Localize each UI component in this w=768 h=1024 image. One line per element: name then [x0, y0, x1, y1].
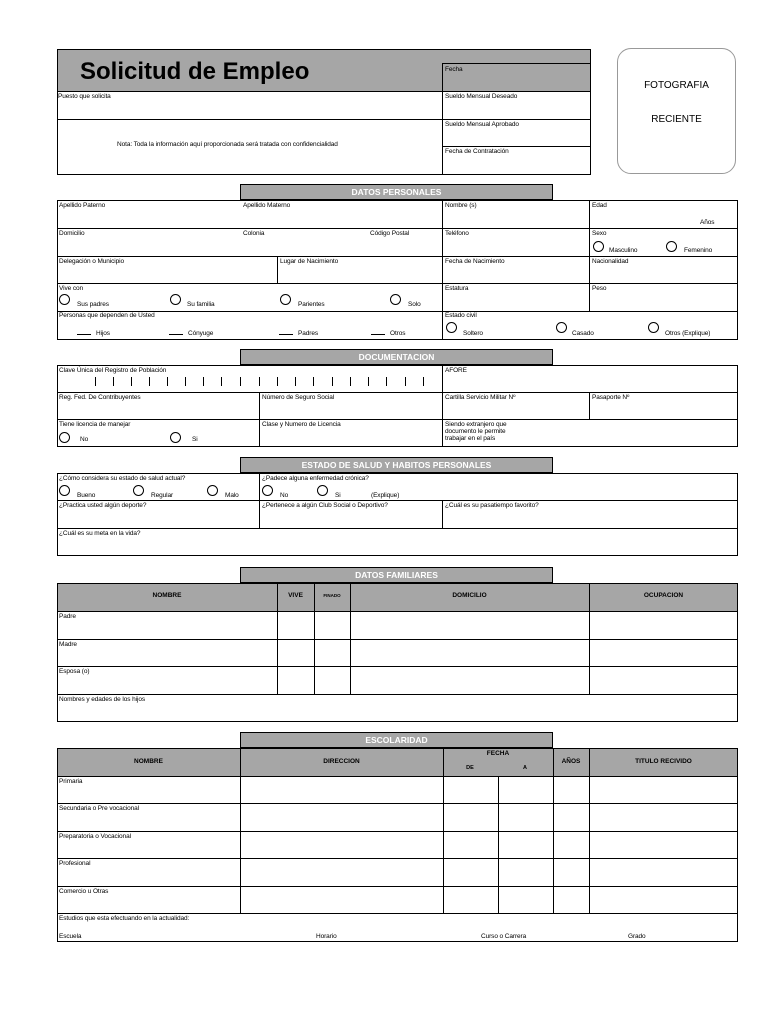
meta-label: ¿Cuál es su meta en la vida? [59, 530, 141, 537]
puesto-field[interactable] [58, 101, 441, 118]
curp-char-divider [405, 377, 406, 386]
extranjero-line-3: trabajar en el país [445, 435, 496, 442]
cronica-no-label: No [280, 492, 289, 499]
pasaporte-label: Pasaporte Nº [592, 394, 630, 401]
esc-header-direccion: DIRECCION [323, 758, 360, 765]
radio-parientes[interactable] [280, 294, 291, 305]
cronica-explique-field[interactable] [420, 483, 736, 499]
primaria-field[interactable] [58, 786, 239, 802]
section-escolaridad: ESCOLARIDAD [240, 732, 553, 748]
esc-row-label: Primaria [59, 778, 83, 785]
nombre-label: Nombre (s) [445, 202, 477, 209]
sueldo-deseado-field[interactable] [443, 101, 589, 118]
curp-char-divider [203, 377, 204, 386]
radio-solo[interactable] [390, 294, 401, 305]
malo-label: Malo [225, 492, 239, 499]
conyuge-label: Cónyuge [188, 330, 214, 337]
curp-char-divider [221, 377, 222, 386]
fecha-contratacion-field[interactable] [443, 156, 589, 173]
afore-field[interactable] [443, 375, 737, 391]
apellido-paterno-field[interactable] [58, 210, 240, 227]
parientes-label: Parientes [298, 301, 325, 308]
afore-label: AFORE [445, 367, 467, 374]
hijos-nombres-field[interactable] [58, 704, 737, 721]
salud-actual-label: ¿Cómo considera su estado de salud actual? [59, 475, 186, 482]
esc-header-fecha: FECHA [486, 750, 510, 757]
esc-header-titulo: TITULO RECIVIDO [635, 758, 692, 765]
photo-box[interactable] [617, 48, 736, 174]
curp-char-divider [131, 377, 132, 386]
femenino-label: Femenino [684, 247, 713, 254]
esc-header-nombre: NOMBRE [134, 758, 163, 765]
extranjero-field[interactable] [530, 421, 737, 446]
fecha-label: Fecha [445, 66, 463, 73]
delegacion-label: Delegación o Municipio [59, 258, 125, 265]
esc-row-label: Profesional [59, 860, 91, 867]
codigo-postal-field[interactable] [369, 238, 441, 255]
sexo-label: Sexo [592, 230, 607, 237]
club-label: ¿Pertenece a algún Club Social o Deportivo? [262, 502, 388, 509]
radio-masculino[interactable] [593, 241, 604, 252]
radio-cronica-si[interactable] [317, 485, 328, 496]
madre-nombre-field[interactable] [58, 649, 276, 665]
pasatiempo-field[interactable] [443, 510, 737, 527]
club-field[interactable] [260, 510, 441, 527]
apellido-materno-label: Apellido Materno [243, 202, 291, 209]
radio-licencia-no[interactable] [59, 432, 70, 443]
radio-casado[interactable] [556, 322, 567, 333]
bueno-label: Bueno [77, 492, 96, 499]
telefono-field[interactable] [443, 238, 588, 255]
domicilio-label: Domicilio [59, 230, 85, 237]
nacionalidad-field[interactable] [591, 266, 737, 282]
sueldo-deseado-label: Sueldo Mensual Deseado [445, 93, 518, 100]
nss-label: Número de Seguro Social [262, 394, 335, 401]
cartilla-label: Cartilla Servicio Militar Nº [445, 394, 516, 401]
clase-licencia-label: Clase y Numero de Licencia [262, 421, 341, 428]
curp-field[interactable] [59, 376, 439, 391]
dependen-label: Personas que dependen de Usted [59, 312, 155, 319]
esc-row-label: Secundaria o Pre vocacional [59, 805, 140, 812]
curp-label: Clave Única del Registro de Población [59, 367, 167, 374]
curp-char-divider [368, 377, 369, 386]
licencia-si-label: Si [192, 436, 198, 443]
domicilio-field[interactable] [58, 238, 240, 255]
radio-licencia-si[interactable] [170, 432, 181, 443]
radio-cronica-no[interactable] [262, 485, 273, 496]
fam-row-label: Esposa (o) [59, 668, 90, 675]
peso-label: Peso [592, 285, 607, 292]
cronica-label: ¿Padece alguna enfermedad crónica? [262, 475, 369, 482]
curp-char-divider [149, 377, 150, 386]
curso-label: Curso o Carrera [481, 933, 527, 940]
radio-malo[interactable] [207, 485, 218, 496]
estudios-actuales-label: Estudios que esta efectuando en la actualidad: [59, 915, 190, 922]
esc-row-label: Comercio u Otras [59, 888, 109, 895]
casado-label: Casado [572, 330, 594, 337]
soltero-label: Soltero [463, 330, 483, 337]
curp-char-divider [295, 377, 296, 386]
fecha-nacimiento-label: Fecha de Nacimiento [445, 258, 505, 265]
curp-char-divider [95, 377, 96, 386]
estatura-field[interactable] [443, 293, 588, 310]
otros-explique-label: Otros (Explique) [665, 330, 711, 337]
regular-label: Regular [151, 492, 174, 499]
hijos-nombres-label: Nombres y edades de los hijos [59, 696, 145, 703]
cartilla-field[interactable] [443, 402, 588, 418]
vive-con-label: Vive con [59, 285, 84, 292]
deporte-field[interactable] [58, 510, 258, 527]
section-datos-personales: DATOS PERSONALES [240, 184, 553, 200]
fam-row-label: Padre [59, 613, 76, 620]
esc-row-label: Preparatoria o Vocacional [59, 833, 131, 840]
rfc-field[interactable] [58, 402, 258, 418]
curp-char-divider [423, 377, 424, 386]
fam-header-ocupacion: OCUPACION [643, 592, 684, 599]
fecha-contratacion-label: Fecha de Contratación [445, 148, 509, 155]
escuela-label: Escuela [59, 933, 82, 940]
nacionalidad-label: Nacionalidad [592, 258, 629, 265]
estatura-label: Estatura [445, 285, 469, 292]
photo-label-2: RECIENTE [651, 114, 702, 125]
nss-field[interactable] [260, 402, 441, 418]
secundaria-field[interactable] [58, 813, 239, 830]
padres-label: Padres [298, 330, 318, 337]
colonia-field[interactable] [242, 238, 367, 255]
radio-sus-padres[interactable] [59, 294, 70, 305]
fam-header-vive: VIVE [288, 592, 303, 599]
sus-padres-label: Sus padres [77, 301, 109, 308]
radio-soltero[interactable] [446, 322, 457, 333]
extranjero-line-2: documento le permite [445, 428, 506, 435]
esposa-nombre-field[interactable] [58, 676, 276, 693]
puesto-label: Puesto que solicita [58, 93, 111, 100]
clase-licencia-field[interactable] [260, 429, 441, 446]
su-familia-label: Su familia [187, 301, 215, 308]
radio-su-familia[interactable] [170, 294, 181, 305]
fecha-field[interactable] [443, 72, 589, 90]
apellido-paterno-label: Apellido Paterno [59, 202, 106, 209]
fam-row-label: Madre [59, 641, 77, 648]
explique-label: (Explique) [371, 492, 400, 499]
esc-header-de: DE [466, 765, 474, 771]
fam-header-finado: FINADO [323, 593, 341, 598]
esc-header-anos: AÑOS [561, 758, 581, 765]
telefono-label: Teléfono [445, 230, 469, 237]
licencia-label: Tiene licencia de manejar [59, 421, 131, 428]
lugar-nacimiento-label: Lugar de Nacimiento [280, 258, 339, 265]
curp-char-divider [240, 377, 241, 386]
padre-nombre-field[interactable] [58, 621, 276, 638]
delegacion-field[interactable] [58, 266, 276, 282]
solo-label: Solo [408, 301, 421, 308]
sueldo-aprobado-label: Sueldo Mensual Aprobado [445, 121, 519, 128]
photo-label-1: FOTOGRAFIA [644, 80, 709, 91]
confidentiality-note: Nota: Toda la información aquí proporcionada será tratada con confidencialidad [117, 141, 338, 148]
extranjero-line-1: Siendo extranjero que [445, 421, 507, 428]
curp-char-divider [386, 377, 387, 386]
page-title: Solicitud de Empleo [80, 58, 310, 85]
section-documentacion: DOCUMENTACION [240, 349, 553, 365]
apellido-materno-field[interactable] [242, 210, 440, 227]
curp-char-divider [277, 377, 278, 386]
radio-otros[interactable] [648, 322, 659, 333]
radio-femenino[interactable] [666, 241, 677, 252]
fecha-nacimiento-field[interactable] [443, 266, 588, 282]
masculino-label: Masculino [609, 247, 638, 254]
curp-char-divider [259, 377, 260, 386]
edad-label: Edad [592, 202, 607, 209]
lugar-nacimiento-field[interactable] [278, 266, 441, 282]
colonia-label: Colonia [243, 230, 265, 237]
profesional-field[interactable] [58, 868, 239, 885]
horario-label: Horario [316, 933, 337, 940]
preparatoria-field[interactable] [58, 841, 239, 857]
esc-header-a: A [523, 765, 527, 771]
curp-char-divider [350, 377, 351, 386]
pasatiempo-label: ¿Cuál es su pasatiempo favorito? [445, 502, 539, 509]
curp-char-divider [185, 377, 186, 386]
curp-char-divider [313, 377, 314, 386]
sueldo-aprobado-field[interactable] [443, 129, 589, 145]
fam-header-domicilio: DOMICILIO [452, 592, 487, 599]
peso-field[interactable] [591, 293, 737, 310]
grado-label: Grado [628, 933, 646, 940]
radio-bueno[interactable] [59, 485, 70, 496]
estado-civil-label: Estado civil [445, 312, 477, 319]
section-datos-familiares: DATOS FAMILIARES [240, 567, 553, 583]
cronica-si-label: Si [335, 492, 341, 499]
pasaporte-field[interactable] [591, 402, 737, 418]
curp-char-divider [113, 377, 114, 386]
curp-char-divider [332, 377, 333, 386]
nombre-field[interactable] [443, 210, 588, 227]
section-salud: ESTADO DE SALUD Y HABITOS PERSONALES [240, 457, 553, 473]
anos-label: Años [700, 219, 715, 226]
comercio-field[interactable] [58, 896, 239, 912]
edad-field[interactable] [591, 210, 696, 227]
codigo-postal-label: Código Postal [370, 230, 410, 237]
licencia-no-label: No [80, 436, 89, 443]
radio-regular[interactable] [133, 485, 144, 496]
curp-char-divider [167, 377, 168, 386]
otros-label: Otros [390, 330, 406, 337]
hijos-label: Hijos [96, 330, 110, 337]
fam-header-nombre: NOMBRE [152, 592, 182, 599]
rfc-label: Reg. Fed. De Contribuyentes [59, 394, 141, 401]
deporte-label: ¿Practica usted algún deporte? [59, 502, 147, 509]
meta-field[interactable] [58, 538, 737, 555]
